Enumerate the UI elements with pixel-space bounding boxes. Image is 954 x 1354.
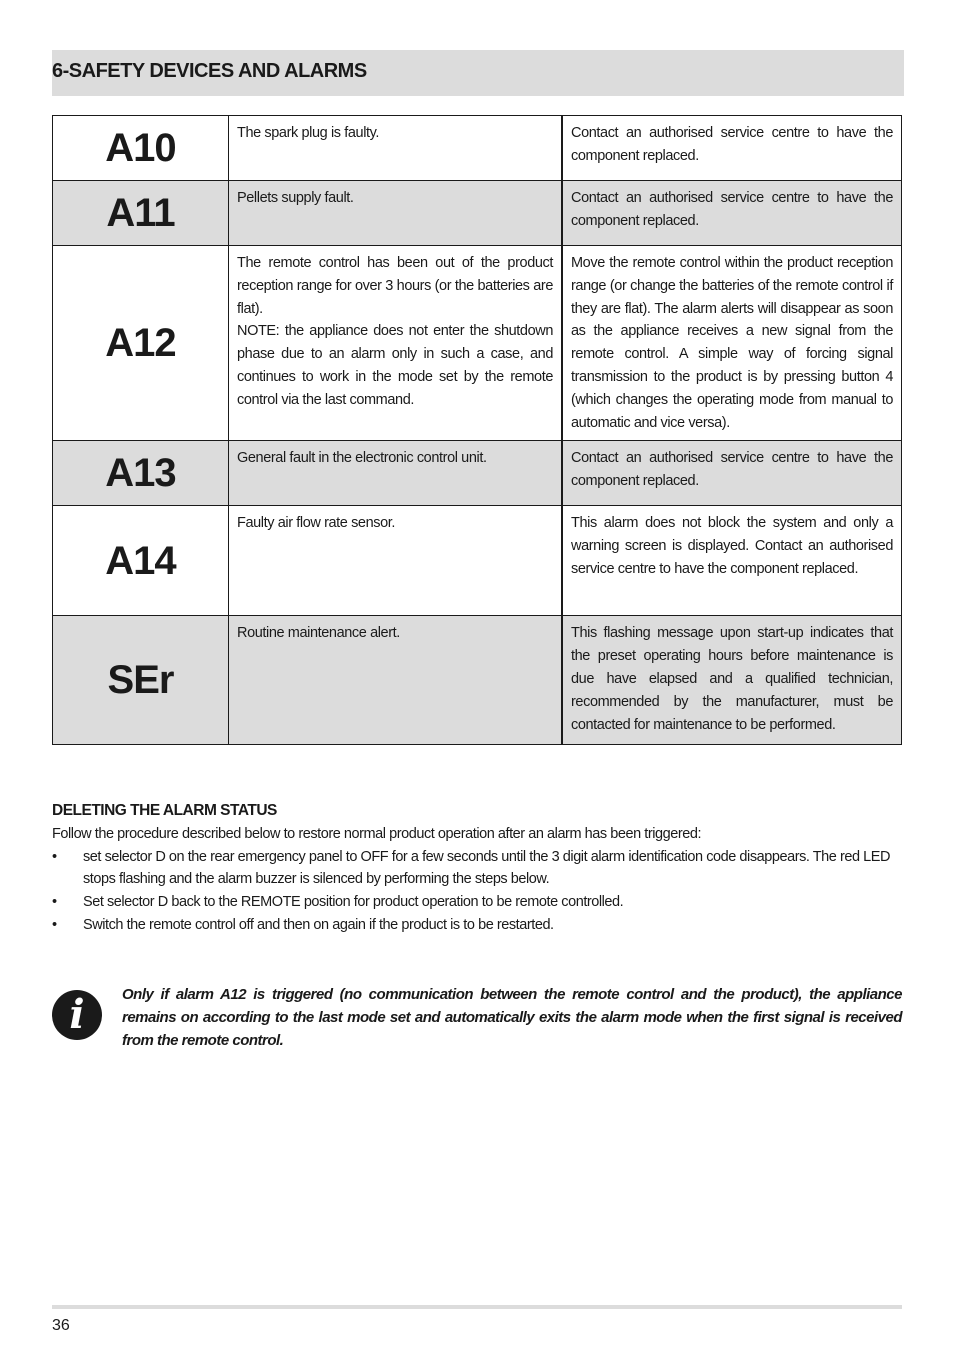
page-number: 36 bbox=[52, 1317, 70, 1334]
table-row bbox=[53, 506, 902, 616]
info-note: Only if alarm A12 is triggered (no communication between the remote control and the product), the appliance remains on according to the last mode set and automatically exits the alarm mode when the first signal is received from the remote control. bbox=[122, 986, 902, 1049]
alarm-code: A14 bbox=[53, 506, 229, 616]
alarm-table bbox=[52, 115, 902, 745]
section-header bbox=[52, 50, 904, 96]
info-icon bbox=[52, 990, 102, 1040]
alarm-description: Pellets supply fault. bbox=[229, 181, 563, 246]
table-row bbox=[53, 116, 902, 181]
alarm-description: The spark plug is faulty. bbox=[229, 116, 563, 181]
list-item: • set selector D on the rear emergency panel to OFF for a few seconds until the 3 digit alarm identification code disappears. The red LED stops flashing and the alarm buzzer is silenced by performing the steps below. bbox=[52, 846, 904, 892]
alarm-action: This alarm does not block the system and only a warning screen is displayed. Contact an authorised service centre to have the component replaced. bbox=[562, 506, 902, 616]
info-icon-glyph: i bbox=[69, 991, 85, 1038]
alarm-action: This flashing message upon start-up indicates that the preset operating hours before maintenance is due have elapsed and a qualified technician, recommended by the manufacturer, must be contacted for maintenance to be performed. bbox=[562, 616, 902, 745]
deleting-intro: Follow the procedure described below to restore normal product operation after an alarm has been triggered: bbox=[52, 825, 702, 842]
alarm-code: SEr bbox=[53, 616, 229, 745]
alarm-description-cell bbox=[229, 246, 563, 441]
footer-divider bbox=[52, 1305, 902, 1309]
section-title: 6-SAFETY DEVICES AND ALARMS bbox=[52, 60, 367, 82]
alarm-action: Contact an authorised service centre to have the component replaced. bbox=[562, 116, 902, 181]
alarm-description: General fault in the electronic control unit. bbox=[229, 441, 563, 506]
deleting-section bbox=[52, 800, 904, 937]
alarm-action: Move the remote control within the product reception range (or change the batteries of the remote control if they are flat). The alarm alerts will disappear as soon as the appliance receives a new signal from the remote control. A simple way of forcing signal transmission to the product is by pressing button 4 (which changes the operating mode from manual to automatic and vice versa). bbox=[562, 246, 902, 441]
table-row bbox=[53, 441, 902, 506]
alarm-code: A11 bbox=[53, 181, 229, 246]
alarm-note: NOTE: the appliance does not enter the shutdown phase due to an alarm only in such a case, and continues to work in the mode set by the remote control via the last command. bbox=[237, 323, 553, 408]
alarm-code: A10 bbox=[53, 116, 229, 181]
alarm-description: Faulty air flow rate sensor. bbox=[229, 506, 563, 616]
list-item: • Set selector D back to the REMOTE position for product operation to be remote controlled. bbox=[52, 891, 904, 914]
alarm-code: A12 bbox=[53, 246, 229, 441]
table-row bbox=[53, 246, 902, 441]
alarm-action: Contact an authorised service centre to have the component replaced. bbox=[562, 181, 902, 246]
table-row bbox=[53, 616, 902, 745]
alarm-action: Contact an authorised service centre to have the component replaced. bbox=[562, 441, 902, 506]
deleting-steps bbox=[52, 846, 904, 937]
table-row bbox=[53, 181, 902, 246]
deleting-title: DELETING THE ALARM STATUS bbox=[52, 802, 277, 819]
alarm-description: Routine maintenance alert. bbox=[229, 616, 563, 745]
alarm-description: The remote control has been out of the product reception range for over 3 hours (or the batteries are flat). bbox=[237, 255, 553, 317]
list-item: • Switch the remote control off and then on again if the product is to be restarted. bbox=[52, 914, 904, 937]
alarm-code: A13 bbox=[53, 441, 229, 506]
